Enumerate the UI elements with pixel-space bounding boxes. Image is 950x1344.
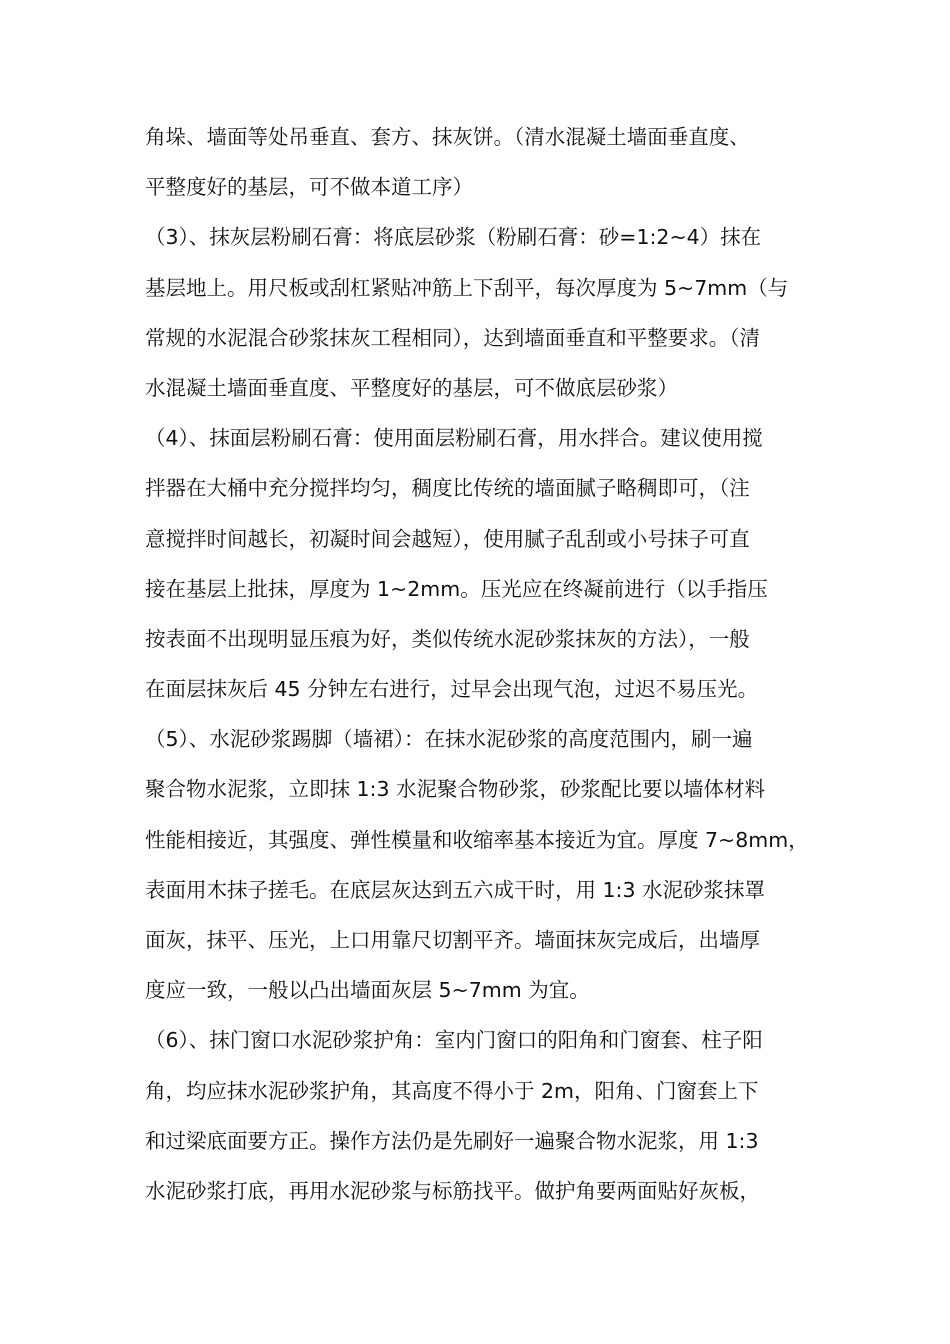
text-line: 度应一致，一般以凸出墙面灰层 5~7mm 为宜。 [145,978,590,1003]
text-line: 常规的水泥混合砂浆抹灰工程相同），达到墙面垂直和平整要求。（清 [145,325,760,350]
text-line: （5）、水泥砂浆踢脚（墙裙）：在抹水泥砂浆的高度范围内，刷一遍 [145,727,753,752]
text-line: 意搅拌时间越长，初凝时间会越短），使用腻子乱刮或小号抹子可直 [145,526,750,551]
text-line: 和过梁底面要方正。操作方法仍是先刷好一遍聚合物水泥浆，用 1:3 [145,1128,759,1153]
text-line: 面灰，抹平、压光，上口用靠尺切割平齐。墙面抹灰完成后，出墙厚 [145,928,760,952]
document-body [145,116,815,1220]
text-line: （4）、抹面层粉刷石膏：使用面层粉刷石膏，用水拌合。建议使用搅 [145,426,763,451]
text-line: 性能相接近，其强度、弹性模量和收缩率基本接近为宜。厚度 7~8mm， [145,827,809,852]
text-line: 表面用木抹子搓毛。在底层灰达到五六成干时，用 1:3 水泥砂浆抹罩 [145,877,766,902]
text-line: 平整度好的基层，可不做本道工序） [145,175,473,200]
text-line: 角，均应抹水泥砂浆护角，其高度不得小于 2m，阳角、门窗套上下 [145,1078,759,1103]
text-line: 基层地上。用尺板或刮杠紧贴冲筋上下刮平，每次厚度为 5~7mm（与 [145,275,789,300]
text-line: 在面层抹灰后 45 分钟左右进行，过早会出现气泡，过迟不易压光。 [145,677,759,702]
text-line: （3）、抹灰层粉刷石膏：将底层砂浆（粉刷石膏：砂=1:2~4）抹在 [145,225,762,250]
text-line: 角垛、墙面等处吊垂直、套方、抹灰饼。（清水混凝土墙面垂直度、 [145,125,750,149]
text-line: 聚合物水泥浆，立即抹 1:3 水泥聚合物砂浆，砂浆配比要以墙体材料 [145,777,766,802]
text-line: 按表面不出现明显压痕为好，类似传统水泥砂浆抹灰的方法），一般 [145,626,750,651]
text-line: （6）、抹门窗口水泥砂浆护角：室内门窗口的阳角和门窗套、柱子阳 [145,1028,763,1053]
text-line: 拌器在大桶中充分搅拌均匀，稠度比传统的墙面腻子略稠即可，（注 [145,476,750,501]
text-line: 接在基层上批抹，厚度为 1~2mm。压光应在终凝前进行（以手指压 [145,576,768,601]
text-line: 水混凝土墙面垂直度、平整度好的基层，可不做底层砂浆） [145,375,678,400]
text-line: 水泥砂浆打底，再用水泥砂浆与标筋找平。做护角要两面贴好灰板， [145,1178,760,1203]
